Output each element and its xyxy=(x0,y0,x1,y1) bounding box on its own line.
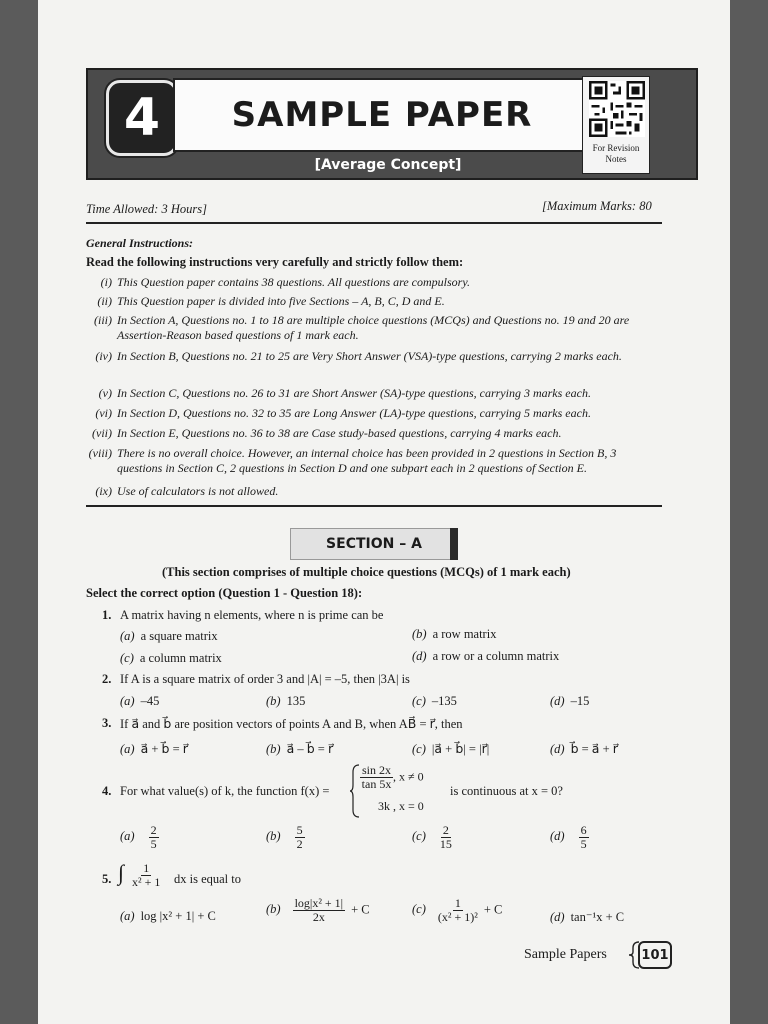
question-number: 3. xyxy=(102,716,112,730)
option-d[interactable]: (d) a row or a column matrix xyxy=(412,649,560,663)
integrand-fraction: $\frac{1}{\text{x² + 1}}$ xyxy=(132,861,161,889)
document-page: 4 SAMPLE PAPER [Average Concept] For Revision Notes Time Allowed: 3 Hours] [Maximum Marks: 80 General Instructions: Read the following instructions very carefully and strictly follow them: (i) This Question paper contains 38 questions. All questions are compulsory. (ii) This Question paper is divided into five Sections – A, B, C, D and E. (iii) In Section A, Questions no. 1 to 18 are multiple choice questions (MCQs) and Questions no. 19 and 20 are Assertion-Reason based questions of 1 mark each. (iv) In Section B, Questions no. 21 to 25 are Very Short Answer (VSA)-type questions, carrying 2 marks each. (v) In Section C, Questions no. 26 to 31 are Short Answer (SA)-type questions, carrying 3 marks each. (vi) In Section D, Questions no. 32 to 35 are Long Answer (LA)-type questions, carrying 5 marks each. (vii) In Section E, Questions no. 36 to 38 are Case study-based questions, carrying 4 marks each. (viii) There is no overall choice. However, an internal choice has been provided in 2 questions in Section B, 3 questions in Section C, 2 questions in Section D and one subpart each in 2 questions of Section E. (ix) Use of calculators is not allowed. SECTION – A (This section comprises of multiple choice questions (MCQs) of 1 mark each) Select the correct option (Question 1 - Question 18): 1. A matrix having n elements, where n is prime can be (a) a square matrix (b) a row matrix (c) a column matrix (d) a row or a column matrix 2. If A is a square matrix of order 3 and |A| = –5, then |3A| is (a) –45 (b) 135 (c) –135 (d) –15 3. If a⃗ and b⃗ are position vectors of points A and B, when AB⃗ = r⃗, then (a) a⃗ + b⃗ = r⃗ (b) a⃗ – b⃗ = r⃗ (c) |a⃗ + b⃗| = |r⃗| (d) b⃗ = a⃗ + r⃗ 4. For what value(s) of k, the function f(x) = $\frac{\sin 2x}{\tan 5x}$ , x ≠ 0 3k , x = 0 is continuous at x = 0? (a) $\frac{2}{5}$ (b) $\frac{5}{2}$ (c) $\frac{2}{15}$ (d) $\frac{6}{5}$ 5. ∫ $\frac{1}{\text{x² + 1}}$ dx is equal to (a) log |x² + 1| + C (b) $\frac{\text{log|x² + 1|}}{2x}$ + C (c) $\frac{1}{\text{(x² + 1)²}}$ + C (d) tan⁻¹x + C Sample Papers 101 xyxy=(38,0,730,1024)
paper-subtitle: [Average Concept] xyxy=(314,157,462,173)
option-c[interactable]: (c) $\frac{2}{15}$ xyxy=(412,823,452,851)
option-a[interactable]: (a) a square matrix xyxy=(120,629,218,643)
option-b[interactable]: (b) 135 xyxy=(266,694,306,708)
option-b[interactable]: (b) a row matrix xyxy=(412,627,497,641)
option-b[interactable]: (b) $\frac{5}{2}$ xyxy=(266,823,303,851)
paper-number-badge: 4 xyxy=(106,80,178,156)
question-text: If A is a square matrix of order 3 and |A| = –5, then |3A| is xyxy=(120,672,410,686)
qr-code-icon[interactable] xyxy=(589,81,645,137)
paper-title: SAMPLE PAPER xyxy=(173,78,591,152)
option-a[interactable]: (a) log |x² + 1| + C xyxy=(120,909,216,923)
integral-sign-icon: ∫ xyxy=(118,860,125,885)
option-d[interactable]: (d) $\frac{6}{5}$ xyxy=(550,823,587,851)
section-bracket-right xyxy=(450,528,458,560)
option-b[interactable]: (b) a⃗ – b⃗ = r⃗ xyxy=(266,742,334,756)
option-a[interactable]: (a) a⃗ + b⃗ = r⃗ xyxy=(120,742,188,756)
option-c[interactable]: (c) a column matrix xyxy=(120,651,222,665)
option-a[interactable]: (a) $\frac{2}{5}$ xyxy=(120,823,157,851)
question-text: dx is equal to xyxy=(174,872,242,886)
question-text: If a⃗ and b⃗ are position vectors of points A and B, when AB⃗ = r⃗, then xyxy=(120,717,463,731)
piecewise-case-1: $\frac{\sin 2x}{\tan 5x}$ , x ≠ 0 xyxy=(361,763,424,791)
option-c[interactable]: (c) –135 xyxy=(412,694,457,708)
footer-label: Sample Papers xyxy=(524,947,607,962)
piecewise-case-2: 3k , x = 0 xyxy=(378,799,424,813)
divider-instructions xyxy=(86,505,662,507)
qr-caption: For Revision Notes xyxy=(592,143,640,164)
option-d[interactable]: (d) tan⁻¹x + C xyxy=(550,910,625,924)
general-instructions-heading: General Instructions: xyxy=(86,236,194,250)
question-number: 1. xyxy=(102,608,112,622)
page-number: 101 xyxy=(638,941,672,969)
question-number: 2. xyxy=(102,672,112,686)
option-d[interactable]: (d) –15 xyxy=(550,694,590,708)
divider-top xyxy=(86,222,662,224)
question-number: 5. xyxy=(102,872,112,886)
maximum-marks: [Maximum Marks: 80 xyxy=(542,199,652,213)
select-instruction: Select the correct option (Question 1 - Question 18): xyxy=(86,586,363,600)
piecewise-brace xyxy=(350,764,360,818)
option-c[interactable]: (c) $\frac{1}{\text{(x² + 1)²}}$ + C xyxy=(412,896,503,924)
option-c[interactable]: (c) |a⃗ + b⃗| = |r⃗| xyxy=(412,742,490,756)
option-d[interactable]: (d) b⃗ = a⃗ + r⃗ xyxy=(550,742,618,756)
time-allowed: Time Allowed: 3 Hours] xyxy=(86,202,207,216)
question-number: 4. xyxy=(102,784,112,798)
question-tail: is continuous at x = 0? xyxy=(450,784,563,798)
instructions-lead: Read the following instructions very carefully and strictly follow them: xyxy=(86,255,464,269)
question-text: A matrix having n elements, where n is prime can be xyxy=(120,608,384,622)
option-b[interactable]: (b) $\frac{\text{log|x² + 1|}}{2x}$ + C xyxy=(266,896,370,924)
question-text: For what value(s) of k, the function f(x) = xyxy=(120,784,330,798)
qr-panel xyxy=(582,76,650,174)
section-a-title: SECTION – A xyxy=(290,528,458,560)
option-a[interactable]: (a) –45 xyxy=(120,694,160,708)
section-description: (This section comprises of multiple choice questions (MCQs) of 1 mark each) xyxy=(162,565,571,579)
